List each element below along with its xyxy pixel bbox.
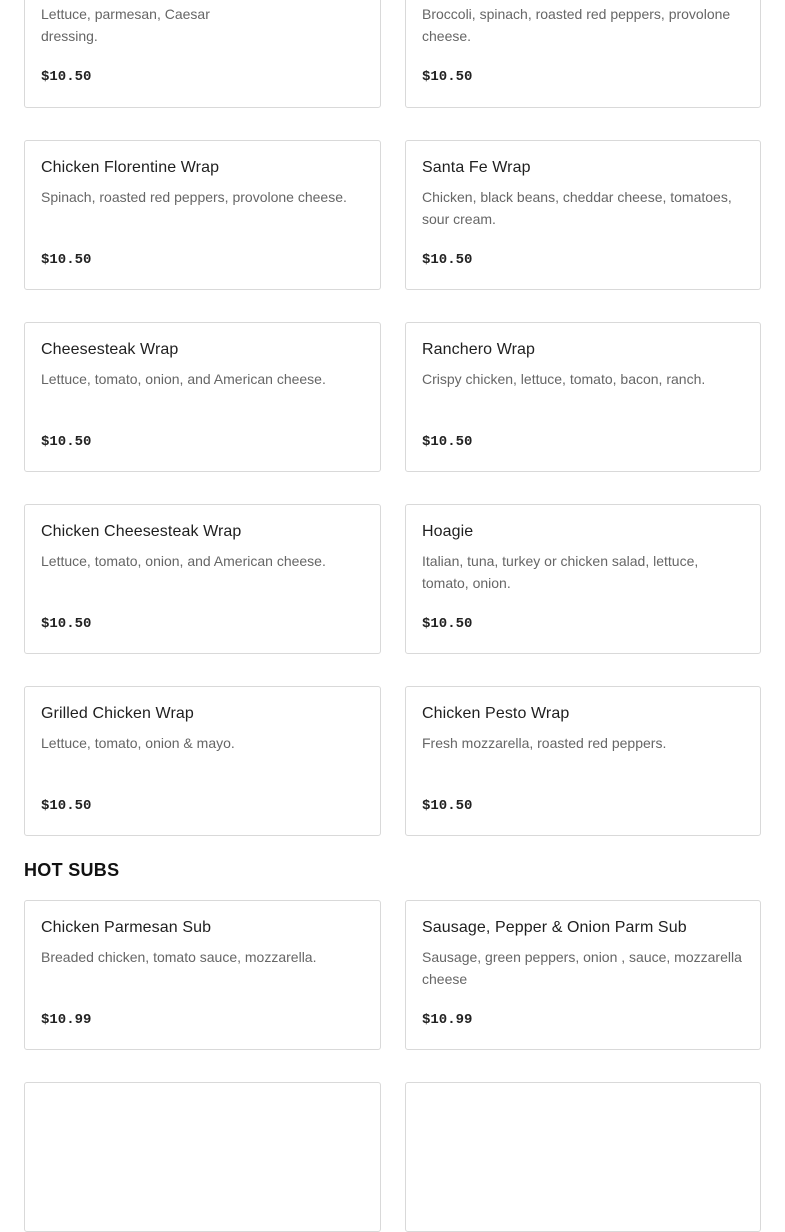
menu-item-card[interactable] xyxy=(405,1082,761,1232)
item-description: Sausage, green peppers, onion , sauce, mozzarella cheese xyxy=(422,949,742,987)
menu-item-card[interactable] xyxy=(24,140,381,290)
item-description: Lettuce, parmesan, Caesar dressing. xyxy=(41,6,210,44)
menu-item-card[interactable] xyxy=(405,504,761,654)
item-name: Grilled Chicken Wrap xyxy=(41,705,194,722)
item-name: Ranchero Wrap xyxy=(422,341,536,358)
menu-item-card[interactable] xyxy=(24,686,381,836)
item-price: $10.50 xyxy=(41,798,92,814)
item-description: Italian, tuna, turkey or chicken salad, lettuce, tomato, onion. xyxy=(422,553,699,591)
item-name: Sausage, Pepper & Onion Parm Sub xyxy=(422,919,687,936)
item-price: $10.50 xyxy=(41,252,92,268)
item-description: Spinach, roasted red peppers, provolone cheese. xyxy=(41,189,347,205)
item-price: $10.99 xyxy=(422,1012,473,1028)
menu-item-card[interactable] xyxy=(24,900,381,1050)
item-name: Cheesesteak Wrap xyxy=(41,341,179,358)
menu-item-card[interactable] xyxy=(405,322,761,472)
item-price: $10.50 xyxy=(41,616,92,632)
item-description: Lettuce, tomato, onion, and American cheese. xyxy=(41,371,326,387)
item-price: $10.50 xyxy=(422,798,473,814)
menu-item-card[interactable] xyxy=(24,322,381,472)
item-name: Chicken Pesto Wrap xyxy=(422,705,570,722)
item-description: Fresh mozzarella, roasted red peppers. xyxy=(422,735,667,751)
section-title-hot-subs: HOT SUBS xyxy=(24,860,120,880)
item-description: Breaded chicken, tomato sauce, mozzarella. xyxy=(41,949,317,965)
menu-item-card[interactable] xyxy=(24,504,381,654)
item-description: Lettuce, tomato, onion, and American cheese. xyxy=(41,553,326,569)
item-price: $10.50 xyxy=(422,69,473,85)
item-price: $10.50 xyxy=(422,434,473,450)
menu-item-card[interactable] xyxy=(24,0,381,108)
item-description: Broccoli, spinach, roasted red peppers, provolone cheese. xyxy=(422,6,731,44)
item-name: Hoagie xyxy=(422,523,474,540)
item-description: Chicken, black beans, cheddar cheese, tomatoes, sour cream. xyxy=(422,189,732,227)
item-price: $10.50 xyxy=(422,252,473,268)
menu-item-card[interactable] xyxy=(405,900,761,1050)
item-description: Crispy chicken, lettuce, tomato, bacon, ranch. xyxy=(422,371,706,387)
item-name: Chicken Parmesan Sub xyxy=(41,919,212,936)
item-price: $10.50 xyxy=(422,616,473,632)
menu-item-card[interactable] xyxy=(405,0,761,108)
menu-item-card[interactable] xyxy=(405,686,761,836)
item-description: Lettuce, tomato, onion & mayo. xyxy=(41,735,235,751)
item-name: Chicken Florentine Wrap xyxy=(41,159,220,176)
item-price: $10.50 xyxy=(41,434,92,450)
item-name: Chicken Cheesesteak Wrap xyxy=(41,523,242,540)
menu-item-card[interactable] xyxy=(24,1082,381,1232)
menu-item-card[interactable] xyxy=(405,140,761,290)
item-price: $10.99 xyxy=(41,1012,92,1028)
item-price: $10.50 xyxy=(41,69,92,85)
item-name: Santa Fe Wrap xyxy=(422,159,531,176)
